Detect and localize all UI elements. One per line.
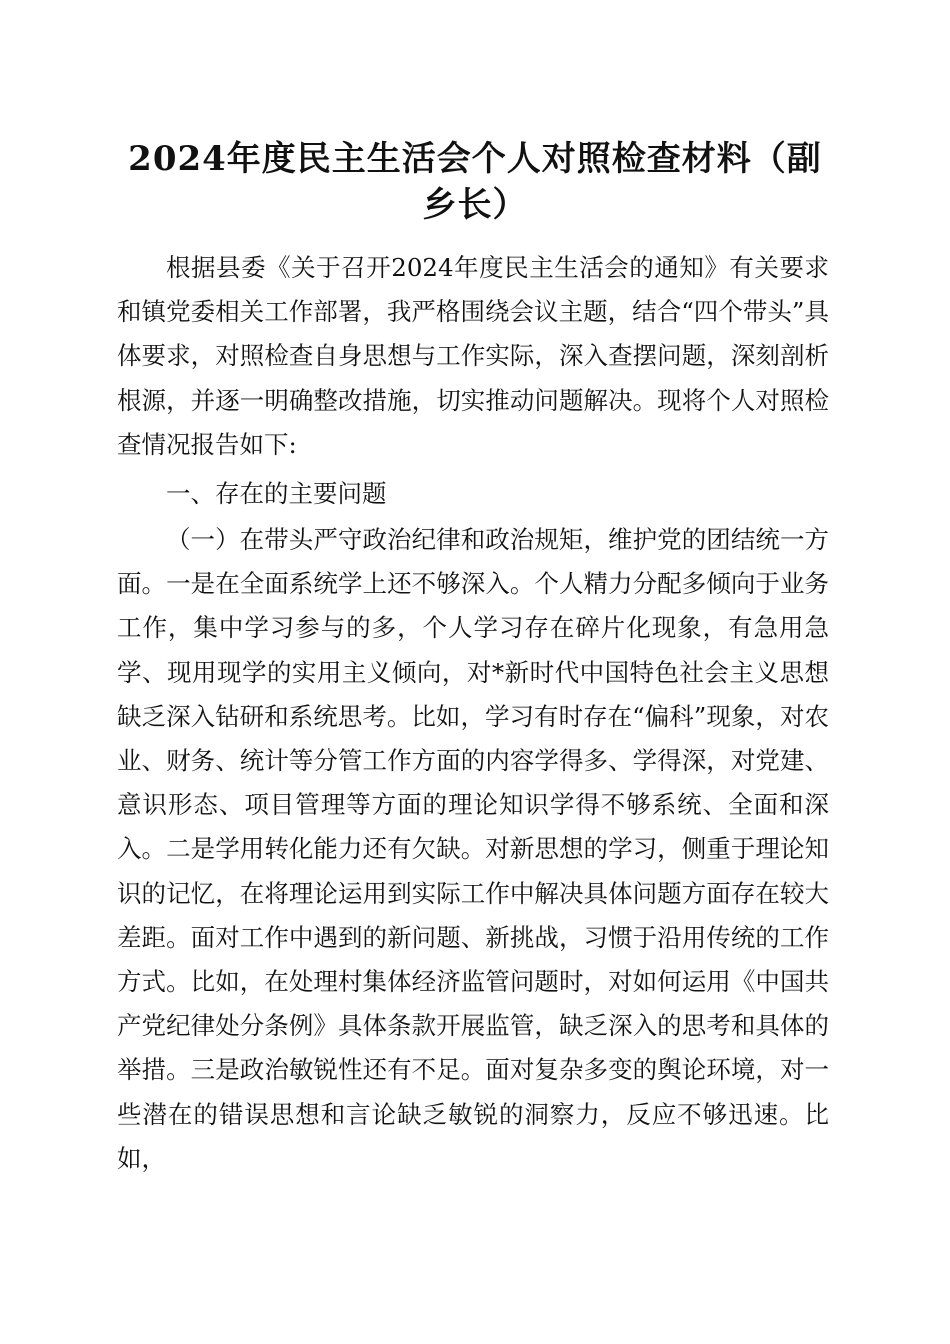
section-heading: 一、存在的主要问题 — [166, 479, 387, 508]
document-title: 2024年度民主生活会个人对照检查材料（副乡长） — [128, 139, 822, 225]
subsection-paragraph: （一）在带头严守政治纪律和政治规矩，维护党的团结统一方面。一是在全面系统学上还不够深入。个人精力分配多倾向于业务工作，集中学习参与的多，个人学习存在碎片化现象，有急用急学、现用现学的实用主义倾向，对*新时代中国特色社会主义思想缺乏深入钻研和系统思考。比如，学习有时存在“偏科”现象，对农业、财务、统计等分管工作方面的内容学得多、学得深，对党建、意识形态、项目管理等方面的理论知识学得不够系统、全面和深入。二是学用转化能力还有欠缺。对新思想的学习，侧重于理论知识的记忆，在将理论运用到实际工作中解决具体问题方面存在较大差距。面对工作中遇到的新问题、新挑战，习惯于沿用传统的工作方式。比如，在处理村集体经济监管问题时，对如何运用《中国共产党纪律处分条例》具体条款开展监管，缺乏深入的思考和具体的举措。三是政治敏锐性还有不足。面对复杂多变的舆论环境，对一些潜在的错误思想和言论缺乏敏锐的洞察力，反应不够迅速。比如， — [117, 525, 829, 1173]
intro-paragraph: 根据县委《关于召开2024年度民主生活会的通知》有关要求和镇党委相关工作部署，我严格围绕会议主题，结合“四个带头”具体要求，对照检查自身思想与工作实际，深入查摆问题，深刻剖析根源，并逐一明确整改措施，切实推动问题解决。现将个人对照检查情况报告如下: — [117, 253, 829, 459]
